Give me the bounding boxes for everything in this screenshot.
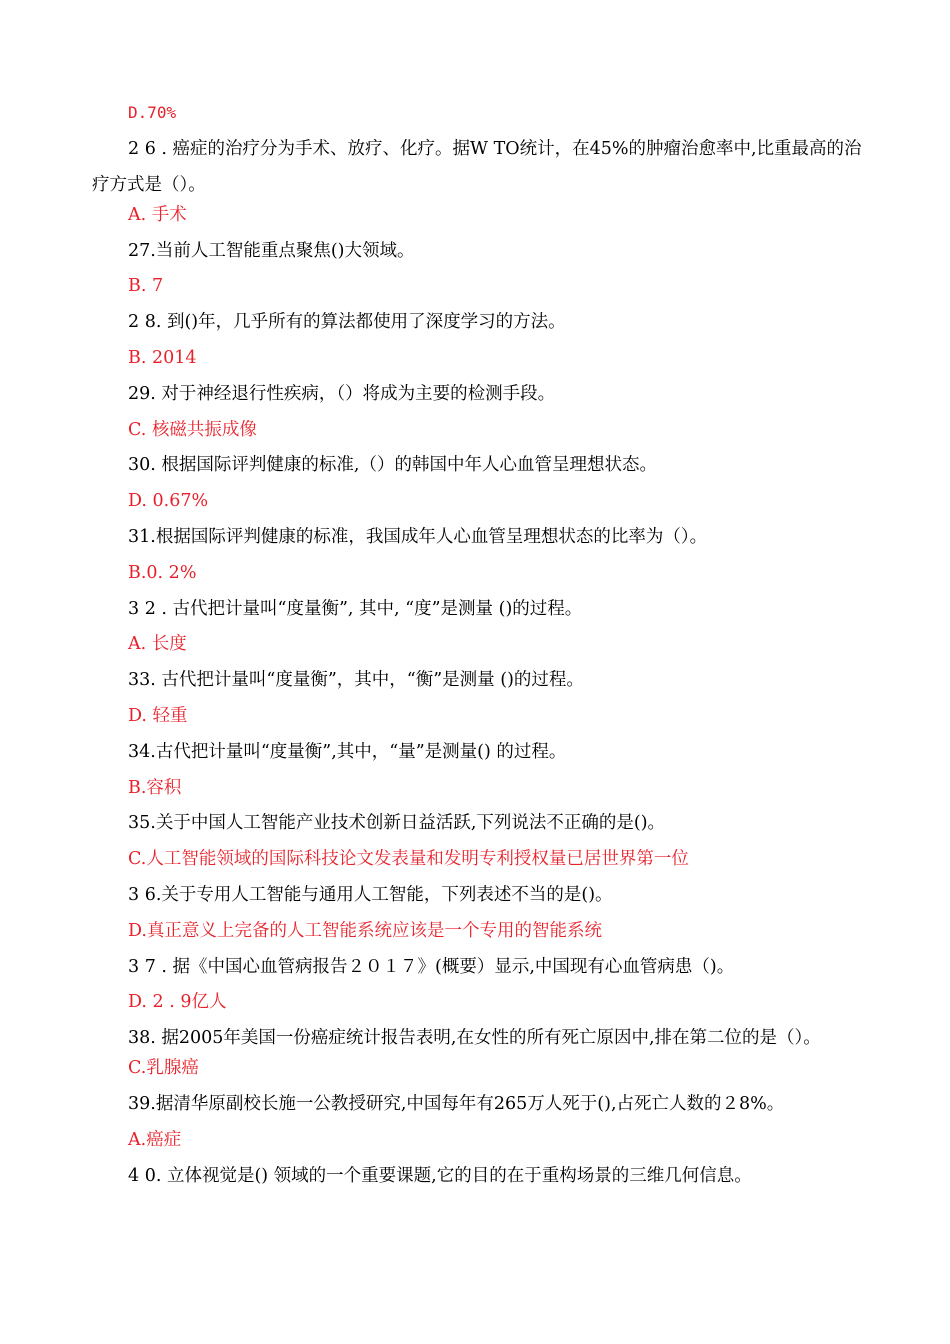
question-36: 3 6.关于专用人工智能与通用人工智能，下列表述不当的是()。 [128,884,613,905]
question-33: 33. 古代把计量叫“度量衡”，其中，“衡”是测量 ()的过程。 [128,670,584,691]
question-38: 38. 据2005年美国一份癌症统计报告表明,在女性的所有死亡原因中,排在第二位的是（）。 [128,1028,821,1049]
answer-29: C. 核磁共振成像 [128,419,257,440]
answer-34: B.容积 [128,777,182,798]
answer-35: C.人工智能领域的国际科技论文发表量和发明专利授权量已居世界第一位 [128,849,689,870]
question-34: 34.古代把计量叫“度量衡”,其中，“量”是测量() 的过程。 [128,741,567,762]
question-39: 39.据清华原副校长施一公教授研究,中国每年有265万人死于(),占死亡人数的２8%。 [128,1093,785,1114]
question-29: 29. 对于神经退行性疾病，（）将成为主要的检测手段。 [128,383,556,404]
answer-36: D.真正意义上完备的人工智能系统应该是一个专用的智能系统 [128,920,602,941]
question-32: 3 2 . 古代把计量叫“度量衡”, 其中, “度”是测量 ()的过程。 [128,598,583,619]
answer-30: D. 0.67% [128,491,209,512]
question-35: 35.关于中国人工智能产业技术创新日益活跃,下列说法不正确的是()。 [128,813,666,834]
answer-28: B. 2014 [128,347,197,368]
answer-37: D. 2 . 9亿人 [128,992,227,1013]
answer-32: A. 长度 [128,634,187,655]
question-26: 2 6 . 癌症的治疗分为手术、放疗、化疗。据W TO统计，在45%的肿瘤治愈率中,比重最高的治疗方式是（）。 [92,138,862,195]
question-31: 31.根据国际评判健康的标准，我国成年人心血管呈理想状态的比率为（）。 [128,526,708,547]
question-40: 4 0. 立体视觉是() 领域的一个重要课题,它的目的在于重构场景的三维几何信息。 [128,1165,752,1186]
answer-26: A. 手术 [128,204,187,225]
answer-38: C.乳腺癌 [128,1058,199,1079]
answer-27: B. 7 [128,276,164,297]
answer-33: D. 轻重 [128,705,188,726]
answer-31: B.0. 2% [128,562,197,583]
answer-25: D.70% [128,103,177,122]
question-37: 3 7 . 据《中国心血管病报告２０１７》(概要）显示,中国现有心血管病患（)。 [128,956,735,977]
question-30: 30. 根据国际评判健康的标准,（）的韩国中年人心血管呈理想状态。 [128,455,657,476]
answer-39: A.癌症 [128,1129,182,1150]
question-list [92,101,862,1199]
question-27: 27.当前人工智能重点聚焦()大领域。 [128,240,415,261]
question-28: 2 8. 到()年，几乎所有的算法都使用了深度学习的方法。 [128,312,566,333]
